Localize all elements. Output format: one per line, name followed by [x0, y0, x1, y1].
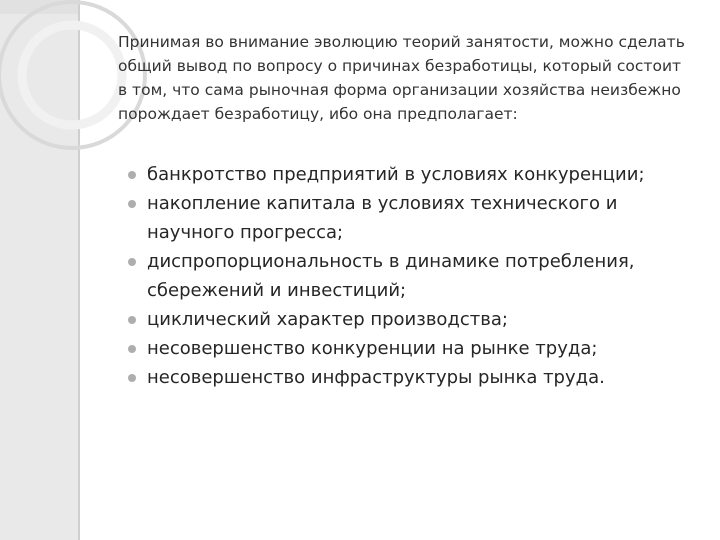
- list-item: [128, 160, 698, 189]
- list-item-text: несовершенство инфраструктуры рынка труда.: [147, 367, 605, 388]
- list-item-text: банкротство предприятий в условиях конкуренции;: [147, 164, 645, 185]
- bullet-dot-icon: [128, 345, 136, 353]
- list-item: [128, 189, 698, 247]
- intro-paragraph: Принимая во внимание эволюцию теорий занятости, можно сделать общий вывод по вопросу о причинах безработицы, который состоит в том, что сама рыночная форма организации хозяйства неизбежно порождает безработицу, ибо она предполагает:: [118, 33, 685, 123]
- list-item-text: диспропорциональность в динамике потребления, сбережений и инвестиций;: [147, 251, 635, 301]
- bullet-dot-icon: [128, 171, 136, 179]
- bullet-list: [128, 160, 698, 392]
- bullet-dot-icon: [128, 316, 136, 324]
- list-item: [128, 363, 698, 392]
- bullet-dot-icon: [128, 200, 136, 208]
- inner-ring: [22, 25, 122, 125]
- list-item-text: несовершенство конкуренции на рынке труда;: [147, 338, 598, 359]
- bullet-dot-icon: [128, 258, 136, 266]
- list-item: [128, 247, 698, 305]
- bullet-dot-icon: [128, 374, 136, 382]
- list-item-text: циклический характер производства;: [147, 309, 508, 330]
- list-item: [128, 305, 698, 334]
- list-item: [128, 334, 698, 363]
- list-item-text: накопление капитала в условиях технического и научного прогресса;: [147, 193, 618, 243]
